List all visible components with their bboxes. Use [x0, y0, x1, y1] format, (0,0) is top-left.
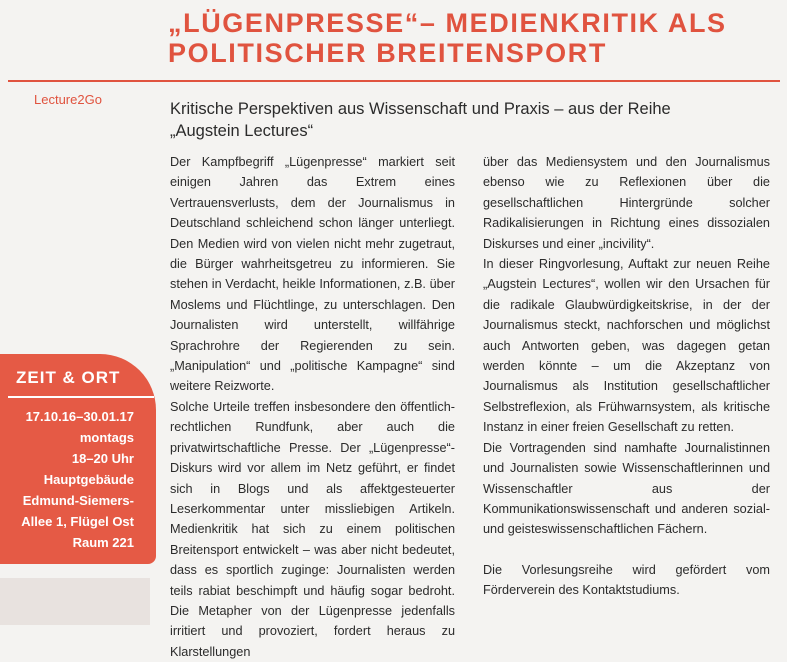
- info-box-time-place: [0, 354, 156, 564]
- body-paragraph: Der Kampfbegriff „Lügenpresse“ markiert seit einigen Jahren das Extrem eines Vertrauensverlusts, dem der Journalismus in Deutschland schleichend schon länger unterliegt. Den Medien wird von vielen nicht mehr zugetraut, die Bürger wahrheitsgetreu zu informieren. Sie stehen in Verdacht, heikle Informationen, z.B. über Moslems und Flüchtlinge, zu unterschlagen. Den Journalisten wird unterstellt, willfährige Sprachrohre der Regierenden zu sein. „Manipulation“ und „politische Kampagne“ sind weitere Reizworte.: [170, 155, 455, 394]
- decorative-panel: [0, 578, 150, 625]
- info-street-1: Edmund-Siemers-: [22, 493, 134, 508]
- title-line-1: „LÜGENPRESSE“– MEDIENKRITIK ALS: [168, 8, 727, 38]
- info-weekday: montags: [79, 430, 134, 445]
- title-line-2: POLITISCHER BREITENSPORT: [168, 38, 607, 68]
- series-label: Lecture2Go: [34, 92, 102, 107]
- paragraph-spacer: [483, 540, 770, 560]
- body-paragraph: Die Vortragenden sind namhafte Journalistinnen und Journalisten sowie Wissenschaftlerinnen und Wissenschaftler aus der Kommunikationswissenschaft und anderen sozial- und geisteswissenschaftlichen Fächern.: [483, 440, 770, 537]
- body-paragraph: Solche Urteile treffen insbesondere den öffentlich-rechtlichen Rundfunk, aber auch die privatwirtschaftliche Presse. Der „Lügenpresse“-Diskurs wird vor allem im Netz geführt, er findet sich in Blogs und als affektgesteuerter Leserkommentar unter missliebigen Artikeln. Medienkritik hat sich zu einem politischen Breitensport entwickelt – was aber nicht bedeutet, dass es sportlich zuginge: Journalisten werden teils rabiat beschimpft und häufig sogar bedroht. Die Metapher von der Lügenpresse jedenfalls irritiert und provoziert, fordert heraus zu Klarstellungen: [170, 399, 455, 659]
- info-room: Raum 221: [72, 535, 134, 550]
- info-heading: ZEIT & ORT: [16, 368, 121, 387]
- info-divider: [8, 396, 154, 398]
- body-paragraph: über das Mediensystem und den Journalismus ebenso wie zu Reflexionen über die gesellschaftlichen Hintergründe solcher Radikalisierungen in Richtung eines dissozialen Diskurses und einer „incivility“.: [483, 155, 770, 251]
- info-building: Hauptgebäude: [43, 472, 134, 487]
- info-time: 18–20 Uhr: [71, 451, 134, 466]
- body-paragraph: In dieser Ringvorlesung, Auftakt zur neuen Reihe „Augstein Lectures“, wollen wir den Ursachen für die radikale Glaubwürdigkeitskrise, in der der Journalismus steckt, nachforschen und möglichst auch Antworten geben, was dagegen getan werden könnte – um die Akzeptanz von Journalismus als Institution gesellschaftlicher Selbstreflexion, als Frühwarnsystem, als kritische Instanz in einer freien Gesellschaft zu retten.: [483, 257, 770, 435]
- body-paragraph: Die Vorlesungsreihe wird gefördert vom Förderverein des Kontaktstudiums.: [483, 562, 770, 598]
- info-street-2: Allee 1, Flügel Ost: [21, 514, 134, 529]
- subtitle-line-2: „Augstein Lectures“: [170, 122, 314, 140]
- info-details: [0, 406, 134, 553]
- body-column-left: [170, 152, 455, 662]
- title-divider: [8, 80, 780, 82]
- info-date-range: 17.10.16–30.01.17: [25, 409, 134, 424]
- body-column-right: [483, 152, 770, 601]
- page-title: [168, 8, 768, 68]
- subtitle-line-1: Kritische Perspektiven aus Wissenschaft und Praxis – aus der Reihe: [170, 100, 671, 118]
- subtitle: [170, 98, 750, 142]
